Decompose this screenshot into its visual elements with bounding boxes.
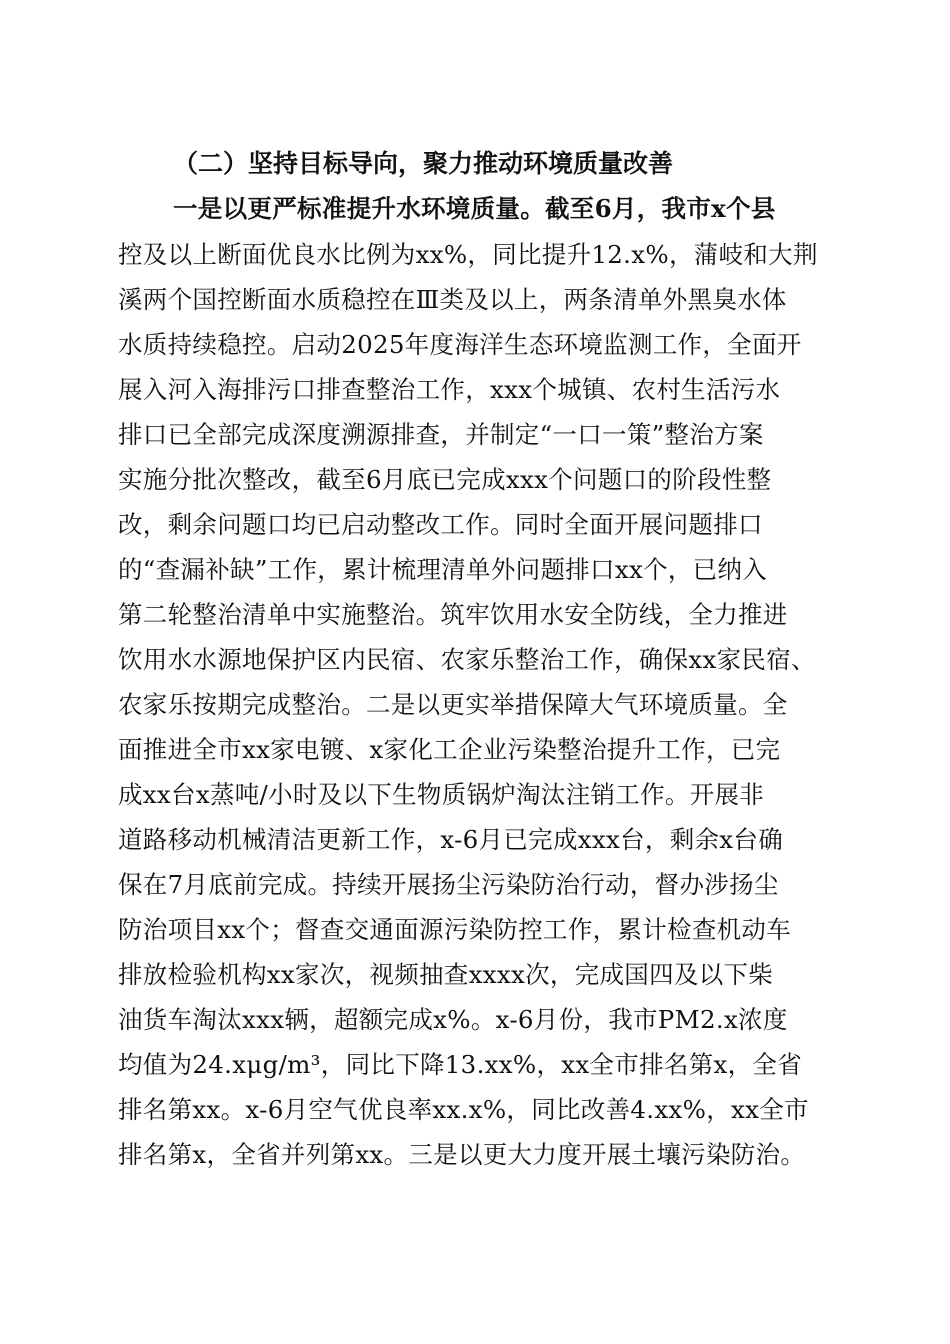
- paragraph-line: 饮用水水源地保护区内民宿、农家乐整治工作，确保xx家民宿、: [118, 645, 816, 674]
- paragraph-line: 第二轮整治清单中实施整治。筑牢饮用水安全防线，全力推进: [118, 600, 788, 629]
- paragraph-line: 油货车淘汰xxx辆，超额完成x%。x-6月份，我市PM2.x浓度: [118, 1005, 788, 1034]
- paragraph-line: 排名第xx。x-6月空气优良率xx.x%，同比改善4.xx%，xx全市: [118, 1095, 809, 1124]
- paragraph-line: 排放检验机构xx家次，视频抽查xxxx次，完成国四及以下柴: [118, 960, 774, 989]
- paragraph-line: 均值为24.xμg/m³，同比下降13.xx%，xx全市排名第x，全省: [118, 1050, 803, 1079]
- paragraph-line: 排口已全部完成深度溯源排查，并制定“一口一策”整治方案: [118, 420, 764, 449]
- paragraph-line: 溪两个国控断面水质稳控在Ⅲ类及以上，两条清单外黑臭水体: [118, 285, 787, 314]
- paragraph-line: 展入河入海排污口排查整治工作，xxx个城镇、农村生活污水: [118, 375, 781, 404]
- paragraph-line: 成xx台x蒸吨/小时及以下生物质锅炉淘汰注销工作。开展非: [118, 780, 765, 809]
- section-heading: （二）坚持目标导向，聚力推动环境质量改善: [173, 149, 674, 178]
- paragraph-line: 防治项目xx个；督查交通面源污染防控工作，累计检查机动车: [118, 915, 792, 944]
- paragraph-line: 排名第x，全省并列第xx。三是以更大力度开展土壤污染防治。: [118, 1140, 806, 1169]
- paragraph-line: 改，剩余问题口均已启动整改工作。同时全面开展问题排口: [118, 510, 763, 539]
- paragraph-line: 道路移动机械清洁更新工作，x-6月已完成xxx台，剩余x台确: [118, 825, 784, 854]
- paragraph-line: 一是以更严标准提升水环境质量。截至6月，我市x个县: [173, 194, 776, 223]
- paragraph-line: 实施分批次整改，截至6月底已完成xxx个问题口的阶段性整: [118, 465, 772, 494]
- paragraph-line: 控及以上断面优良水比例为xx%，同比提升12.x%，蒲岐和大荆: [118, 240, 818, 269]
- paragraph-line: 的“查漏补缺”工作，累计梳理清单外问题排口xx个，已纳入: [118, 555, 768, 584]
- paragraph-line: 保在7月底前完成。持续开展扬尘污染防治行动，督办涉扬尘: [118, 870, 779, 899]
- paragraph-line: 水质持续稳控。启动2025年度海洋生态环境监测工作，全面开: [118, 330, 802, 359]
- paragraph-line: 农家乐按期完成整治。二是以更实举措保障大气环境质量。全: [118, 690, 788, 719]
- paragraph-line: 面推进全市xx家电镀、x家化工企业污染整治提升工作，已完: [118, 735, 781, 764]
